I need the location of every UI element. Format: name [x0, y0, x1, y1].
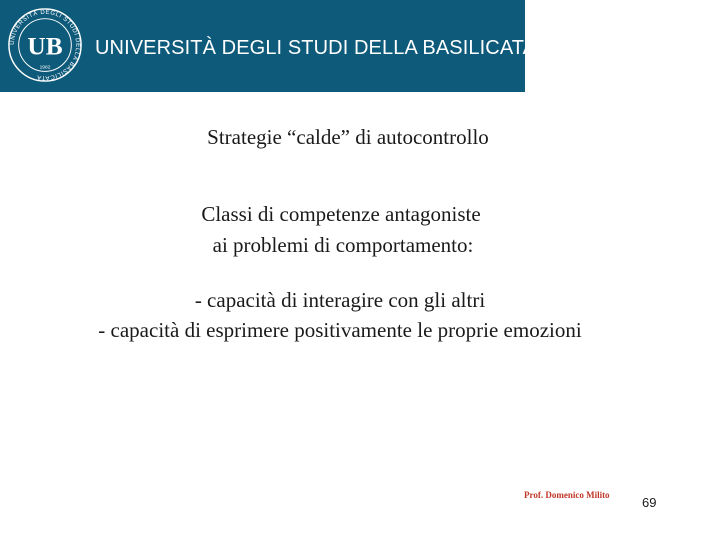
seal-ring-text: UNIVERSITÀ DEGLI STUDI DELLA BASILICATA: [9, 9, 81, 81]
page-number: 69: [642, 495, 657, 510]
author-credit: Prof. Domenico Milito: [524, 490, 610, 500]
slide-heading-line-2: ai problemi di comportamento:: [212, 233, 474, 257]
banner-title: UNIVERSITÀ DEGLI STUDI DELLA BASILICATA: [95, 37, 537, 59]
seal-year: 1982: [39, 65, 51, 71]
list-item: - capacità di esprimere positivamente le proprie emozioni: [98, 318, 582, 342]
university-seal-icon: [6, 6, 84, 84]
slide-heading-line-1: Classi di competenze antagoniste: [201, 202, 481, 226]
list-item: - capacità di interagire con gli altri: [194, 288, 486, 312]
slide-title: Strategie “calde” di autocontrollo: [207, 125, 489, 149]
seal-monogram: UB: [27, 32, 63, 61]
university-banner: [0, 0, 537, 92]
